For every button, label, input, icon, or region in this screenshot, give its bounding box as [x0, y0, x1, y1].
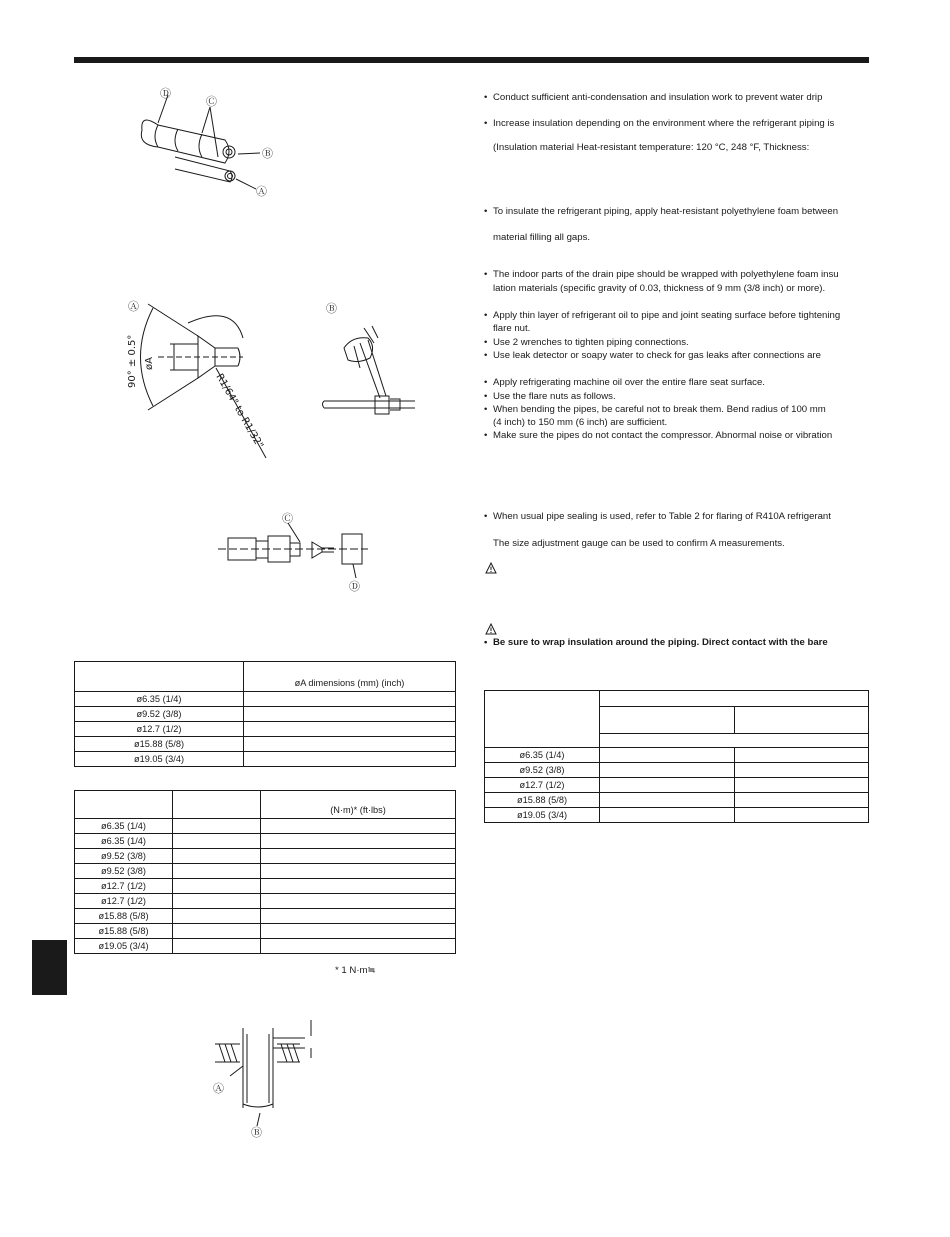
instruction-line: material filling all gaps.	[493, 232, 591, 243]
instruction-line: • Apply thin layer of refrigerant oil to pipe and joint seating surface before tightening	[493, 309, 840, 322]
language-tab	[32, 940, 67, 995]
header-rule	[74, 57, 869, 63]
table-cell: ø15.88 (5/8)	[485, 793, 600, 808]
table-cell: ø15.88 (5/8)	[75, 924, 173, 939]
pipe-penetration-figure	[205, 1018, 325, 1138]
table-cell: ø9.52 (3/8)	[485, 763, 600, 778]
wrench-figure	[320, 298, 420, 418]
flare-dimension-figure	[118, 298, 278, 463]
instruction-line: • The indoor parts of the drain pipe should be wrapped with polyethylene foam insu	[493, 268, 839, 281]
instruction-line: • Increase insulation depending on the environment where the refrigerant piping is	[493, 117, 834, 130]
table-cell: ø19.05 (3/4)	[485, 808, 600, 823]
instruction-line: The size adjustment gauge can be used to confirm A measurements.	[493, 538, 785, 549]
caution-line: • Be sure to wrap insulation around the piping. Direct contact with the bare	[493, 636, 828, 649]
label-b-fig4: Ⓑ	[251, 1126, 262, 1138]
instruction-line: • Use the flare nuts as follows.	[493, 390, 616, 403]
radius-label: R1/64" to R1/32"	[213, 372, 266, 451]
flare-gauge-table	[484, 690, 869, 823]
label-a-fig4: Ⓐ	[213, 1082, 224, 1095]
flare-nut-figure	[218, 508, 368, 598]
instruction-line: (4 inch) to 150 mm (6 inch) are sufficient.	[493, 417, 668, 428]
flare-dimension-table	[74, 661, 456, 767]
instruction-line: • When usual pipe sealing is used, refer to Table 2 for flaring of R410A refrigerant	[493, 510, 831, 523]
table2-header: (N·m)* (ft·lbs)	[261, 791, 456, 819]
instruction-line: lation materials (specific gravity of 0.03, thickness of 9 mm (3/8 inch) or more).	[493, 283, 826, 294]
table-cell: ø9.52 (3/8)	[75, 707, 244, 722]
label-c: Ⓒ	[206, 95, 217, 108]
table-cell: ø12.7 (1/2)	[75, 894, 173, 909]
table1-header: øA dimensions (mm) (inch)	[244, 662, 456, 692]
instruction-line: • When bending the pipes, be careful not to break them. Bend radius of 100 mm	[493, 403, 826, 416]
table-cell: ø12.7 (1/2)	[485, 778, 600, 793]
angle-label: 90° ± 0.5°	[127, 334, 138, 388]
table-cell: ø19.05 (3/4)	[75, 752, 244, 767]
label-b-fig2: Ⓑ	[326, 302, 337, 315]
torque-table	[74, 790, 456, 954]
torque-footnote: * 1 N·m≒	[335, 965, 376, 976]
label-d-fig3: Ⓓ	[349, 580, 360, 593]
instruction-line: • Apply refrigerating machine oil over the entire flare seat surface.	[493, 376, 765, 389]
table-cell: ø12.7 (1/2)	[75, 722, 244, 737]
table-cell: ø15.88 (5/8)	[75, 909, 173, 924]
label-c-fig3: Ⓒ	[282, 512, 293, 525]
label-a-fig2: Ⓐ	[128, 300, 139, 313]
table-cell: ø12.7 (1/2)	[75, 879, 173, 894]
table-cell: ø6.35 (1/4)	[75, 692, 244, 707]
table-cell: ø9.52 (3/8)	[75, 849, 173, 864]
instruction-line: • Use leak detector or soapy water to check for gas leaks after connections are	[493, 349, 821, 362]
instruction-line: • Use 2 wrenches to tighten piping connections.	[493, 336, 689, 349]
label-d: Ⓓ	[160, 87, 171, 100]
insulated-pipe-figure	[130, 85, 280, 200]
warning-icon	[485, 562, 497, 574]
table-cell: ø19.05 (3/4)	[75, 939, 173, 954]
instruction-line: (Insulation material Heat-resistant temperature: 120 °C, 248 °F, Thickness:	[493, 142, 810, 153]
instruction-line: flare nut.	[493, 323, 531, 334]
instruction-line: • To insulate the refrigerant piping, apply heat-resistant polyethylene foam between	[493, 205, 838, 218]
instruction-line: • Conduct sufficient anti-condensation and insulation work to prevent water drip	[493, 91, 822, 104]
table-cell: ø6.35 (1/4)	[485, 748, 600, 763]
caution-icon	[485, 623, 497, 635]
table-cell: ø6.35 (1/4)	[75, 834, 173, 849]
label-a: Ⓐ	[256, 185, 267, 198]
table-cell: ø6.35 (1/4)	[75, 819, 173, 834]
diameter-label: øA	[144, 357, 155, 370]
instruction-line: • Make sure the pipes do not contact the compressor. Abnormal noise or vibration	[493, 429, 832, 442]
label-b: Ⓑ	[262, 147, 273, 160]
table-cell: ø15.88 (5/8)	[75, 737, 244, 752]
table-cell: ø9.52 (3/8)	[75, 864, 173, 879]
